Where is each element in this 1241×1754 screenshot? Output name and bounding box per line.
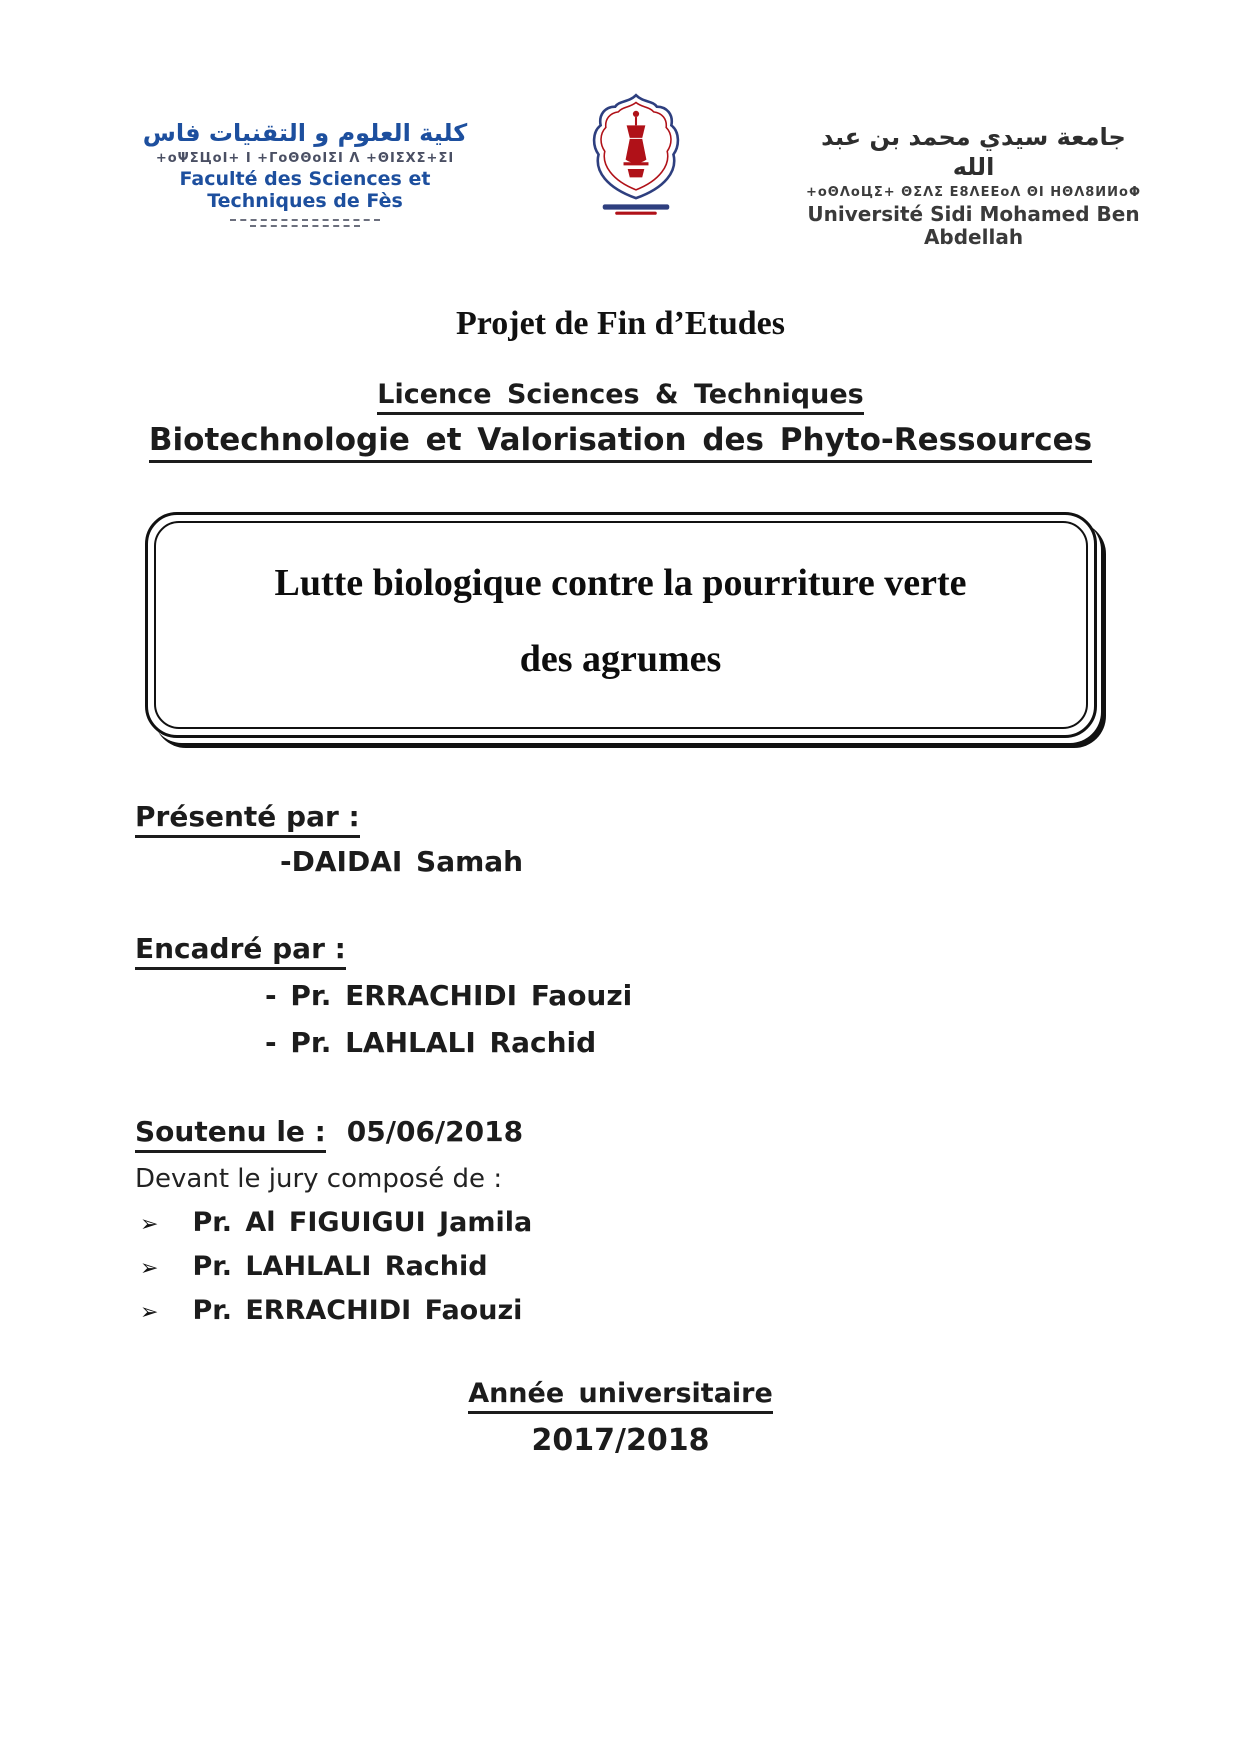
university-emblem-graphic <box>584 92 688 218</box>
jury-member-name: Pr. ERRACHIDI Faouzi <box>192 1295 523 1326</box>
defense-date-section <box>135 1115 1121 1148</box>
jury-list <box>135 1207 1121 1326</box>
thesis-title-box-inner <box>154 521 1088 729</box>
faculty-name-french: Faculté des Sciences et Techniques de Fès <box>179 168 431 212</box>
info-section <box>135 800 1121 1326</box>
arrow-bullet-icon: ➢ <box>140 1256 159 1281</box>
program-title <box>0 422 1241 458</box>
jury-member-row <box>135 1295 1121 1326</box>
university-block <box>801 122 1146 249</box>
thesis-title-box <box>145 512 1097 738</box>
university-name-arabic: جامعة سيدي محمد بن عبد الله <box>821 123 1126 181</box>
jury-intro: Devant le jury composé de : <box>135 1164 503 1194</box>
faculty-name-arabic: كلية العلوم و التقنيات فاس <box>142 119 468 147</box>
jury-member-name: Pr. LAHLALI Rachid <box>192 1251 488 1282</box>
header <box>0 0 1241 249</box>
degree-title-text: Licence Sciences & Techniques <box>377 379 863 415</box>
supervised-by-section <box>135 932 1121 1059</box>
program-title-text: Biotechnologie et Valorisation des Phyto-Ressources <box>149 422 1092 463</box>
presented-by-label: Présenté par : <box>135 800 360 838</box>
thesis-title-line2: des agrumes <box>519 638 722 680</box>
presented-by-section <box>135 800 1121 878</box>
supervisor-name: - Pr. LAHLALI Rachid <box>265 1026 597 1059</box>
defense-date: 05/06/2018 <box>346 1115 524 1148</box>
faculty-name-tifinagh: +oΨΣЦoI+ I +ΓoΘΘoIΣI Λ +ΘIΣXΣ+ΣI <box>155 151 455 166</box>
academic-year-section <box>0 1378 1241 1458</box>
author-name: -DAIDAI Samah <box>280 845 524 878</box>
jury-member-name: Pr. Al FIGUIGUI Jamila <box>192 1207 533 1238</box>
faculty-block <box>140 118 470 227</box>
degree-title <box>0 379 1241 410</box>
jury-member-row <box>135 1207 1121 1238</box>
academic-year-label <box>0 1378 1241 1409</box>
supervised-by-label: Encadré par : <box>135 932 346 970</box>
dash-line <box>230 219 380 221</box>
supervisor-name: - Pr. ERRACHIDI Faouzi <box>265 979 633 1012</box>
arrow-bullet-icon: ➢ <box>140 1300 159 1325</box>
dash-line <box>250 225 360 227</box>
faculty-address-dashes <box>140 219 470 227</box>
academic-year-value: 2017/2018 <box>531 1423 710 1458</box>
university-name-french: Université Sidi Mohamed Ben Abdellah <box>807 202 1140 249</box>
university-name-tifinagh: +oΘΛoЦΣ+ ΘΣΛΣ Ε8ΛΕΕoΛ ΘI ΗΘΛ8ИИoΦ <box>805 185 1142 200</box>
arrow-bullet-icon: ➢ <box>140 1212 159 1237</box>
university-logo <box>581 92 691 222</box>
jury-member-row <box>135 1251 1121 1282</box>
thesis-title-line1: Lutte biologique contre la pourriture verte <box>274 562 967 604</box>
defense-date-label: Soutenu le : <box>135 1115 326 1153</box>
page-title: Projet de Fin d’Etudes <box>456 305 785 342</box>
academic-year-label-text: Année universitaire <box>468 1378 773 1414</box>
